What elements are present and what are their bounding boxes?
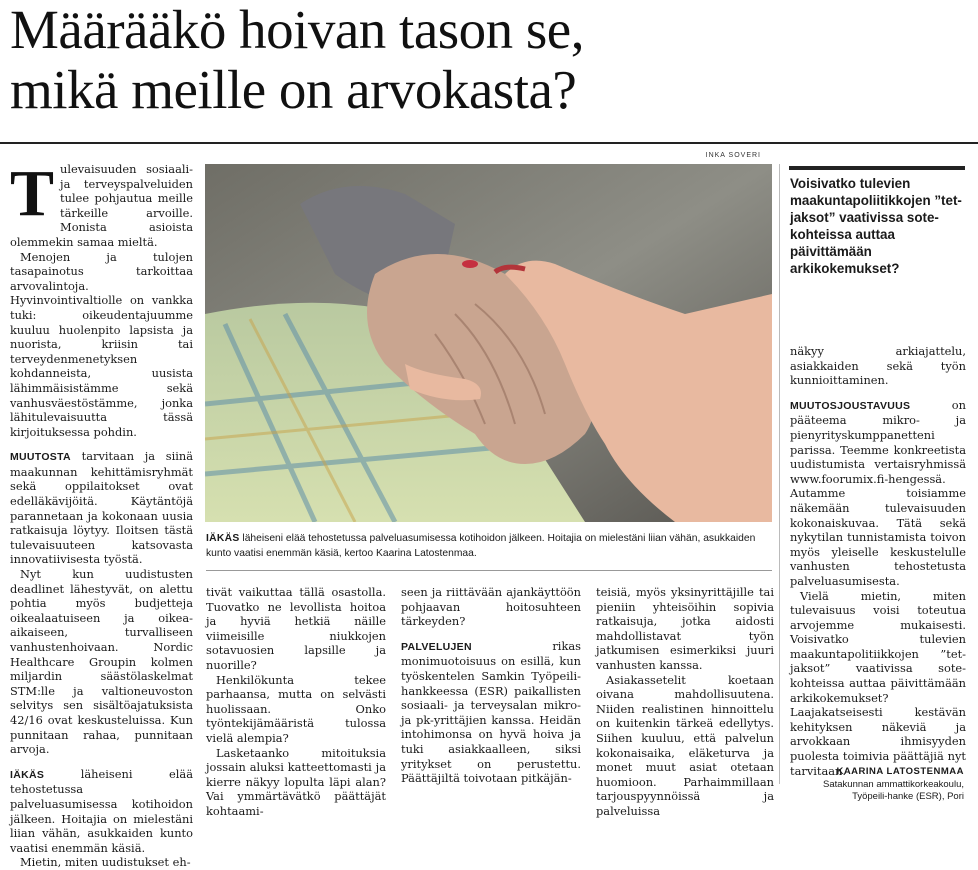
article-photo xyxy=(205,164,772,522)
paragraph: on pääteema mikro- ja pienyrityskumppanetteni parissa. Teemme konkreetista uudistumista vertaisryhmissä www.foorumix.fi-hengessä. Autamme toisiamme näkemään tulevaisuuden kokonaiskuvaa. Tätä sekä nykytilan tunnistamista toivon myös yleiselle keskustelulle vanhusten tehostetusta palveluasumisesta. xyxy=(790,397,966,588)
photo-credit: INKA SOVERI xyxy=(705,152,761,159)
intro-paragraph: ulevaisuuden sosiaali- ja terveyspalveluiden tulee pohjautua meille tärkeille arvoille. Monista asioista olemmekin samaa mieltä. xyxy=(10,162,193,249)
paragraph: Henkilökunta tekee parhaansa, mutta on selvästi huolissaan. Onko työntekijämääristä tulossa vielä alempia? xyxy=(206,672,386,745)
paragraph: Lasketaanko mitoituksia jossain aluksi katteettomasti ja kierre näkyy lopulta läpi alan? Vai ymmärtävätkö päättäjät kohtaami- xyxy=(206,745,386,818)
article-column-4 xyxy=(596,585,774,819)
paragraph: Mietin, miten uudistukset eh- xyxy=(20,855,191,870)
paragraph: tarvitaan ja siinä maakunnan kehittämisryhmät sekä oppilaitokset ovat edelläkävijöitä. Käytäntöjä parannetaan ja kokonaan uusia ratkaisuja löytyy. Iloitsen tästä tulevaisuuteen katsovasta innovatiivisesta työstä. xyxy=(10,449,193,567)
headline-line-1: Määrääkö hoivan tason se, xyxy=(10,0,584,60)
caption-lead: IÄKÄS xyxy=(206,533,240,544)
paragraph: rikas monimuotoisuus on esillä, kun työskentelen Samkin Työpeili-hankkeessa (ESR) paikallisten sosiaali- ja terveysalan mikro- ja pk-yrittäjien kanssa. Heidän intohimonsa on hyvä hoiva ja tuki asiakkaalleen, siksi yritykset on perustettu. Päättäjiltä toivotaan pitkäjän- xyxy=(401,638,581,786)
article-column-2 xyxy=(206,585,386,819)
paragraph: Vielä mietin, miten tulevaisuus voisi toteutua arvojemme mukaisesti. Voisivatko tulevien maakuntapolitiikkojen ”tet-jaksot” vaativissa sote-kohteissa auttaa päivittämään arkikokemukset? Laajakatseisesti kestävän kehityksen näkeviä ja arvokkaan ihmisyyden puolesta toimivia päättäjiä nyt tarvitaan. xyxy=(790,588,966,778)
article-column-3 xyxy=(401,585,581,786)
caption-text: läheiseni elää tehostetussa palveluasumisessa kotihoidon jälkeen. Hoitajia on mielestäni liian vähän, asukkaiden kunto vaatisi enemmän käsiä, kertoo Kaarina Latostenmaa. xyxy=(206,533,756,559)
pullquote-rule xyxy=(789,166,965,170)
section-lead: IÄKÄS xyxy=(10,768,45,781)
photo-caption xyxy=(206,531,774,561)
author-affiliation xyxy=(823,779,964,803)
headline xyxy=(10,0,970,120)
paragraph: seen ja riittävään ajankäyttöön pohjaavan hoitosuhteen tärkeyden? xyxy=(401,585,581,629)
section-lead: MUUTOSTA xyxy=(10,451,71,464)
column-divider xyxy=(779,164,780,784)
pullquote: Voisivatko tulevien maakuntapoliitikkojen ”tet-jaksot” vaativissa sote-kohteissa auttaa päivittämään arkikokemukset? xyxy=(790,176,962,276)
paragraph: Asiakassetelit koetaan oivana mahdollisuutena. Niiden realistinen hinnoittelu on kuitenkin tärkeä edellytys. Siihen kuuluu, että palvelun kokonaisaika, eläketurva ja monet muut asiat otetaan huomioon. Parhaimmillaan tarjouspyynnöissä ja palveluissa xyxy=(596,672,774,818)
paragraph: näkyy arkiajattelu, asiakkaiden sekä työn kunnioittaminen. xyxy=(790,344,966,388)
author-name: KAARINA LATOSTENMAA xyxy=(836,766,964,777)
affiliation-line-1: Satakunnan ammattikorkeakoulu, xyxy=(823,779,964,790)
paragraph: läheiseni elää tehostetussa palveluasumisessa kotihoidon jälkeen. Hoitajia on mielestäni liian vähän, asukkaiden kunto vaatisi enemmän käsiä. xyxy=(10,766,194,855)
article-column-1 xyxy=(10,157,194,870)
paragraph: tivät vaikuttaa tällä osastolla. Tuovatko ne levollista hoitoa ja hyviä hetkiä näille viimeisille niukkojen sotavuosien lapsille ja nuorille? xyxy=(206,585,386,672)
drop-cap: T xyxy=(10,157,55,230)
article-column-5 xyxy=(790,344,966,778)
affiliation-line-2: Työpeili-hanke (ESR), Pori xyxy=(852,791,964,802)
headline-rule xyxy=(0,142,978,144)
caption-rule xyxy=(206,570,772,571)
paragraph: teisiä, myös yksinyrittäjille tai pieniin yhteisöihin sopivia ratkaisuja, jotka aidosti mahdollistavat työn jatkumisen esimerkiksi juuri vanhusten kanssa. xyxy=(596,585,774,672)
headline-line-2: mikä meille on arvokasta? xyxy=(10,59,577,120)
paragraph: Menojen ja tulojen tasapainotus tarkoittaa arvovalintoja. Hyvinvointivaltiolle on vankka tuki: oikeudentajuumme kuuluu huolenpito lapsista ja nuorista, kriisin tai terveydenmenetyksen kohdanneista, uusista lähimmäisistämme sekä vanhusväestöstämme, jonka lähitulevaisuutta tässä kirjoituksessa pohdin. xyxy=(10,249,193,439)
section-lead: PALVELUJEN xyxy=(401,640,472,653)
section-lead: MUUTOSJOUSTAVUUS xyxy=(790,399,911,412)
paragraph: Nyt kun uudistusten deadlinet lähestyvät, on alettu pohtia myös budjetteja oikealaatuiseen ja oikea-aikaiseen, turvalliseen vanhustenhoivaan. Nordic Healthcare Groupin kolmen miljardin säästölaskelmat STM:lle ja valtioneuvoston selvitys sen sisältöajatuksista 42/16 ovat keskusteluissa. Kun punnitaan rahaa, punnitaan arvoja. xyxy=(10,567,193,757)
